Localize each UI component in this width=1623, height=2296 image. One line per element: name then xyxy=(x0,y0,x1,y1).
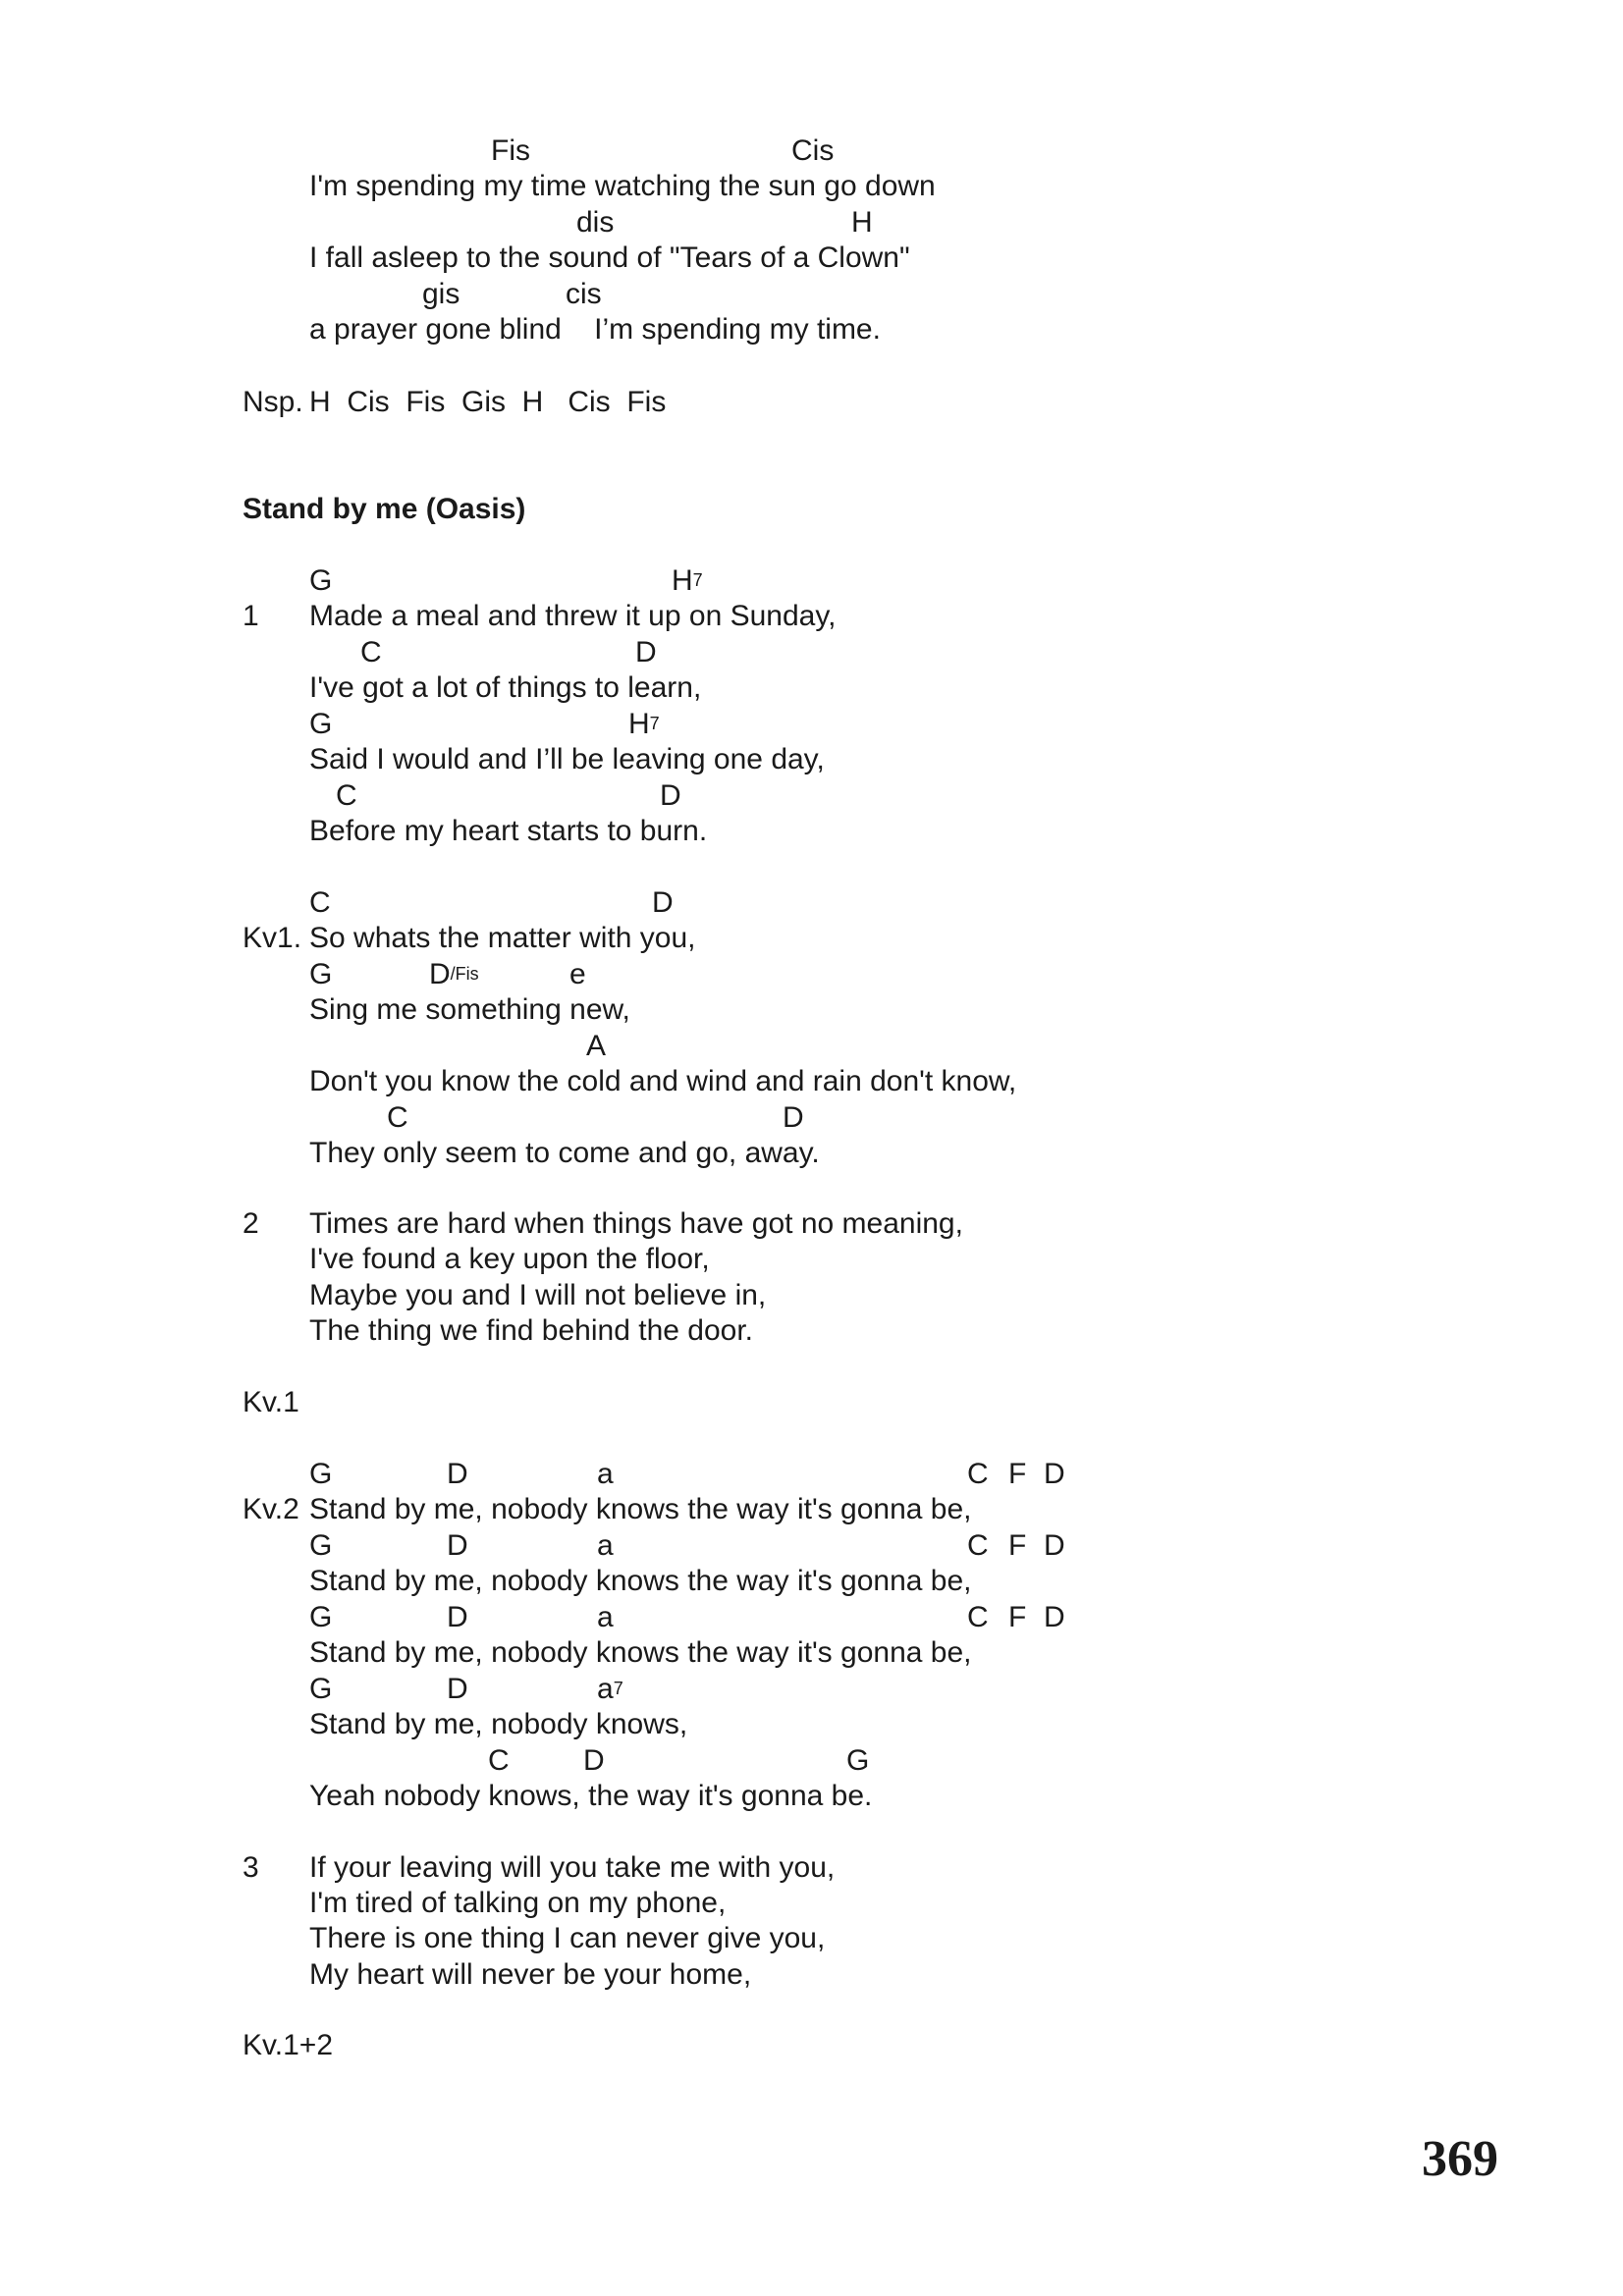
lyric-line: So whats the matter with you, xyxy=(309,922,696,954)
chord: D xyxy=(1044,1529,1065,1562)
lyric-line: If your leaving will you take me with you, xyxy=(309,1851,836,1884)
chorus-label: Kv.2 xyxy=(243,1493,299,1525)
chord: D xyxy=(783,1101,804,1134)
lyric-line: Sing me something new, xyxy=(309,993,630,1026)
chord: H xyxy=(851,206,873,239)
chord: G xyxy=(309,1458,333,1490)
chord: D xyxy=(652,886,674,919)
verse-label: 1 xyxy=(243,600,259,632)
chord: D xyxy=(447,1458,468,1490)
chord: a xyxy=(597,1529,614,1562)
chord: G xyxy=(309,958,333,990)
chord: G xyxy=(309,564,333,597)
chord: cis xyxy=(566,278,602,310)
chord: F xyxy=(1008,1458,1027,1490)
chord: a xyxy=(597,1601,614,1633)
chord: G xyxy=(309,1529,333,1562)
lyric-line: Stand by me, nobody knows the way it's gonna be, xyxy=(309,1493,972,1525)
chord: C xyxy=(967,1601,989,1633)
chord: F xyxy=(1008,1601,1027,1633)
lyric-line: Times are hard when things have got no meaning, xyxy=(309,1207,963,1240)
lyric-line: I've got a lot of things to learn, xyxy=(309,671,702,704)
lyric-line: My heart will never be your home, xyxy=(309,1958,752,1991)
chord: D xyxy=(447,1601,468,1633)
chord: C xyxy=(967,1529,989,1562)
lyric-line: a prayer gone blind I’m spending my time. xyxy=(309,313,881,346)
chord: C xyxy=(488,1744,510,1777)
repeat-label: Kv.1 xyxy=(243,1386,299,1418)
verse-label: 2 xyxy=(243,1207,259,1240)
chord: G xyxy=(309,708,333,740)
chord: C xyxy=(387,1101,408,1134)
chord: G xyxy=(846,1744,870,1777)
lyric-line: Said I would and I’ll be leaving one day, xyxy=(309,743,825,775)
repeat-label: Kv.1+2 xyxy=(243,2029,334,2061)
lyric-line: Stand by me, nobody knows, xyxy=(309,1708,688,1740)
chord: D xyxy=(447,1529,468,1562)
chord: $H^7$ xyxy=(672,564,703,597)
chord: C xyxy=(360,636,382,668)
chord: C xyxy=(967,1458,989,1490)
lyric-line: Stand by me, nobody knows the way it's gonna be, xyxy=(309,1636,972,1669)
chord: D xyxy=(447,1673,468,1705)
chord: $a^7$ xyxy=(597,1673,623,1705)
song-title: Stand by me (Oasis) xyxy=(243,493,526,525)
chord: e xyxy=(569,958,586,990)
chord: D xyxy=(583,1744,605,1777)
chorus-label: Kv1. xyxy=(243,922,302,954)
lyric-line: Yeah nobody knows, the way it's gonna be. xyxy=(309,1780,873,1812)
chord: $D^{/Fis}$ xyxy=(429,958,479,990)
lyric-line: I'm spending my time watching the sun go down xyxy=(309,170,936,202)
page-number: 369 xyxy=(1422,2131,1498,2187)
lyric-line: Don't you know the cold and wind and rain don't know, xyxy=(309,1065,1017,1097)
chord: dis xyxy=(576,206,615,239)
chord: D xyxy=(1044,1458,1065,1490)
lyric-line: Stand by me, nobody knows the way it's gonna be, xyxy=(309,1565,972,1597)
lyric-line: Maybe you and I will not believe in, xyxy=(309,1279,767,1311)
chord: D xyxy=(660,779,681,812)
lyric-line: Made a meal and threw it up on Sunday, xyxy=(309,600,837,632)
lyric-line: I've found a key upon the floor, xyxy=(309,1243,710,1275)
lyric-line: They only seem to come and go, away. xyxy=(309,1137,820,1169)
interlude-label: Nsp. xyxy=(243,386,303,418)
chord: a xyxy=(597,1458,614,1490)
verse-label: 3 xyxy=(243,1851,259,1884)
chord: Fis xyxy=(491,134,530,167)
chord: D xyxy=(1044,1601,1065,1633)
chord: gis xyxy=(422,278,460,310)
chord: D xyxy=(635,636,657,668)
lyric-line: The thing we find behind the door. xyxy=(309,1314,753,1347)
chord: C xyxy=(309,886,331,919)
chord: Cis xyxy=(791,134,835,167)
interlude-chords: H Cis Fis Gis H Cis Fis xyxy=(309,386,667,418)
chord: $H^7$ xyxy=(628,708,660,740)
chord: G xyxy=(309,1673,333,1705)
lyric-line: I'm tired of talking on my phone, xyxy=(309,1887,727,1919)
chord: C xyxy=(336,779,357,812)
lyric-line: Before my heart starts to burn. xyxy=(309,815,708,847)
lyric-line: I fall asleep to the sound of "Tears of a Clown" xyxy=(309,241,910,274)
chord: A xyxy=(586,1030,607,1062)
lyric-line: There is one thing I can never give you, xyxy=(309,1922,826,1954)
chord: G xyxy=(309,1601,333,1633)
chord: F xyxy=(1008,1529,1027,1562)
